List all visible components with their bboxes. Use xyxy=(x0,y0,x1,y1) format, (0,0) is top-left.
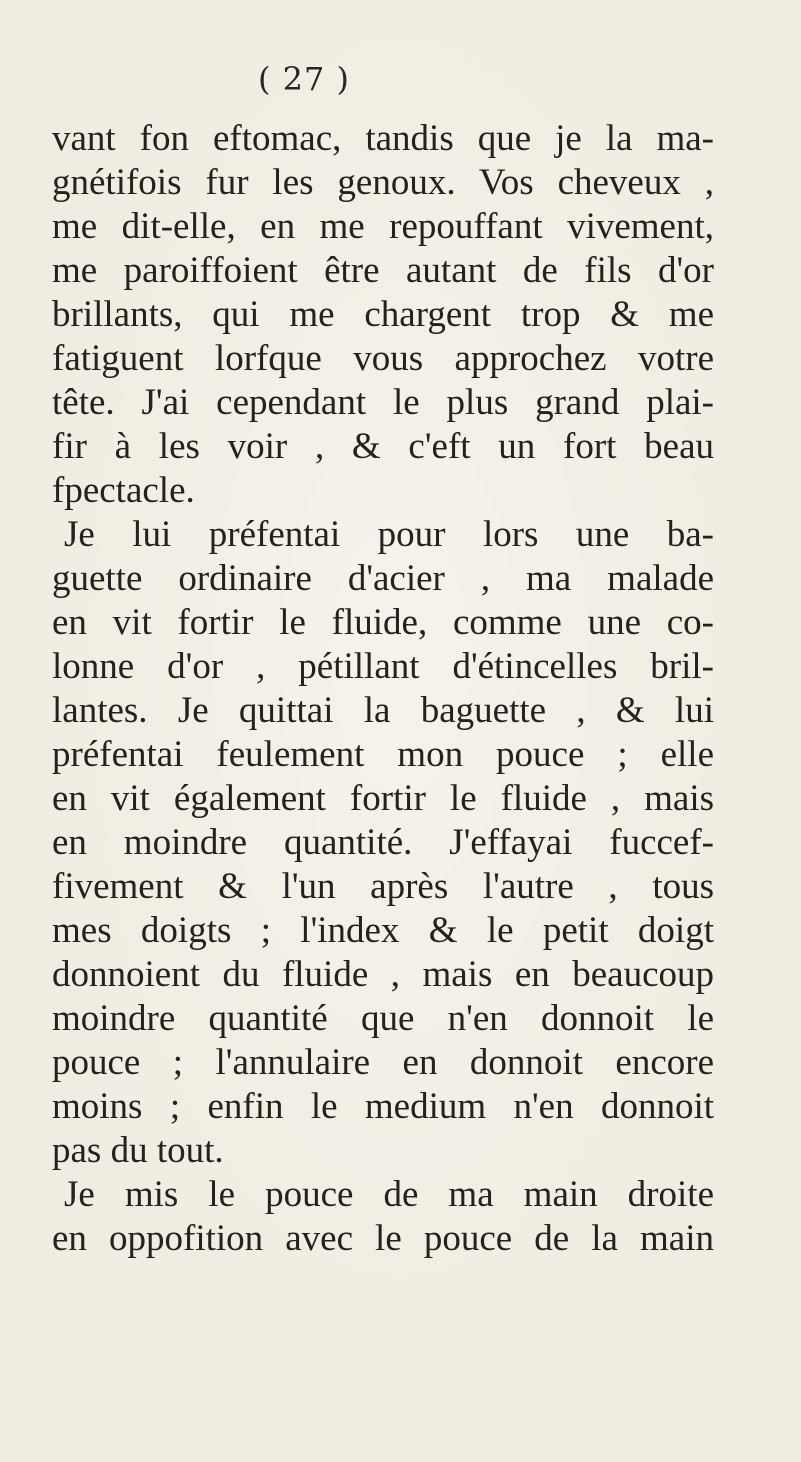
text-line: lantes. Je quittai la baguette , & lui xyxy=(52,690,714,731)
text-line: en vit fortir le fluide, comme une co- xyxy=(52,602,714,643)
text-line: gnétifois fur les genoux. Vos cheveux , xyxy=(52,162,714,203)
text-line: fpectacle. xyxy=(52,470,195,511)
text-line: fatiguent lorfque vous approchez votre xyxy=(52,338,714,379)
text-line: brillants, qui me chargent trop & me xyxy=(52,294,714,335)
page-number: ( 27 ) xyxy=(258,60,351,98)
text-line-indented: Je lui préfentai pour lors une ba- xyxy=(64,514,714,555)
text-line: en moindre quantité. J'effayai fuccef- xyxy=(52,822,714,863)
text-line: pas du tout. xyxy=(52,1130,224,1171)
text-line: fir à les voir , & c'eft un fort beau xyxy=(52,426,714,467)
text-line: donnoient du fluide , mais en beaucoup xyxy=(52,954,714,995)
text-line: me paroiffoient être autant de fils d'or xyxy=(52,250,714,291)
text-line: guette ordinaire d'acier , ma malade xyxy=(52,558,714,599)
text-line: préfentai feulement mon pouce ; elle xyxy=(52,734,714,775)
text-line: me dit-elle, en me repouffant vivement, xyxy=(52,206,714,247)
text-line: mes doigts ; l'index & le petit doigt xyxy=(52,910,714,951)
text-line: lonne d'or , pétillant d'étincelles bril- xyxy=(52,646,714,687)
text-line: tête. J'ai cependant le plus grand plai- xyxy=(52,382,714,423)
text-line: moindre quantité que n'en donnoit le xyxy=(52,998,714,1039)
text-line: moins ; enfin le medium n'en donnoit xyxy=(52,1086,714,1127)
text-line: en vit également fortir le fluide , mais xyxy=(52,778,714,819)
text-line: fivement & l'un après l'autre , tous xyxy=(52,866,714,907)
text-line-indented: Je mis le pouce de ma main droite xyxy=(64,1174,714,1215)
text-line: en oppofition avec le pouce de la main xyxy=(52,1218,714,1259)
text-line: vant fon eftomac, tandis que je la ma- xyxy=(52,118,714,159)
text-line: pouce ; l'annulaire en donnoit encore xyxy=(52,1042,714,1083)
